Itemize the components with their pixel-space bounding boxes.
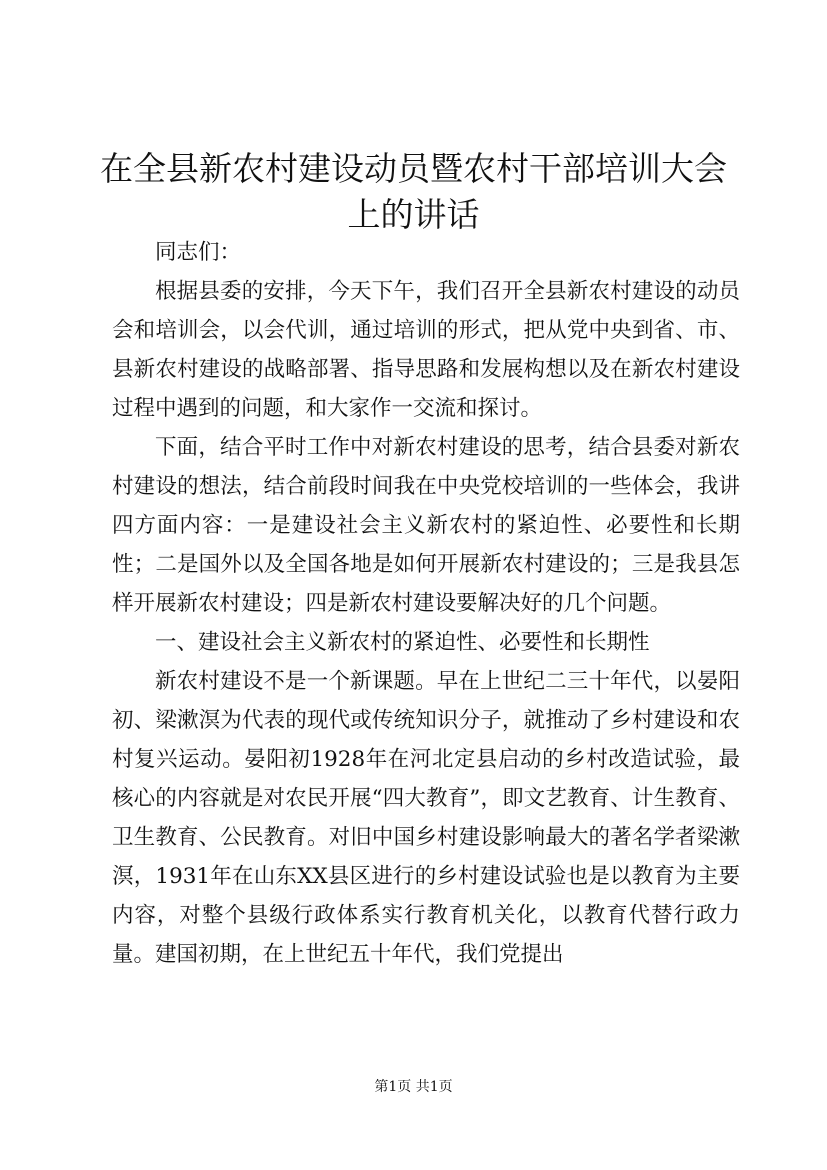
- document-body: [112, 233, 740, 974]
- intro-paragraph: 根据县委的安排，今天下午，我们召开全县新农村建设的动员会和培训会，以会代训，通过培训的形式，把从党中央到省、市、县新农村建设的战略部署、指导思路和发展构想以及在新农村建设过程中遇到的问题，和大家作一交流和探讨。: [112, 279, 740, 421]
- outline-paragraph: 下面，结合平时工作中对新农村建设的思考，结合县委对新农村建设的想法，结合前段时间我在中央党校培训的一些体会，我讲四方面内容：一是建设社会主义新农村的紧迫性、必要性和长期性；二是国外以及全国各地是如何开展新农村建设的；三是我县怎样开展新农村建设；四是新农村建设要解决好的几个问题。: [112, 435, 740, 616]
- salutation-paragraph: 同志们：: [155, 240, 242, 265]
- section-heading: 一、建设社会主义新农村的紧迫性、必要性和长期性: [155, 630, 650, 655]
- page-footer: 第1页 共1页: [374, 1079, 453, 1095]
- document-title: 在全县新农村建设动员暨农村干部培训大会上的讲话: [100, 149, 727, 234]
- history-paragraph: 新农村建设不是一个新课题。早在上世纪二三十年代，以晏阳初、梁漱溟为代表的现代或传统知识分子，就推动了乡村建设和农村复兴运动。晏阳初1928年在河北定县启动的乡村改造试验，最核心的内容就是对农民开展“四大教育”，即文艺教育、计生教育、卫生教育、公民教育。对旧中国乡村建设影响最大的著名学者梁漱溟，1931年在山东XX县区进行的乡村建设试验也是以教育为主要内容，对整个县级行政体系实行教育机关化，以教育代替行政力量。建国初期，在上世纪五十年代，我们党提出: [112, 669, 740, 967]
